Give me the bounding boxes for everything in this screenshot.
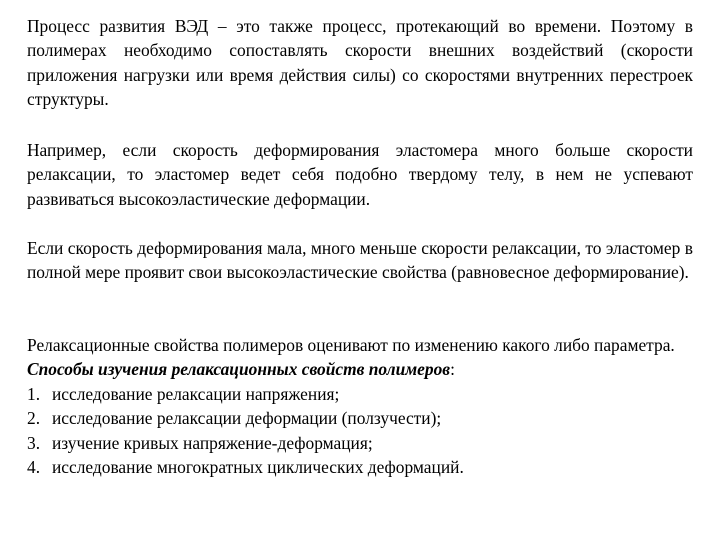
methods-heading-line: [27, 357, 693, 381]
list-item-number: 1.: [27, 383, 41, 404]
paragraph-relaxation-properties: Релаксационные свойства полимеров оценивают по изменению какого либо параметра.: [27, 335, 675, 355]
list-item-text: исследование релаксации напряжения;: [52, 383, 340, 404]
list-item-text: исследование релаксации деформации (ползучести);: [52, 408, 442, 429]
list-item-number: 2.: [27, 408, 41, 429]
list-item-text: изучение кривых напряжение-деформация;: [52, 432, 373, 453]
list-item-text: исследование многократных циклических деформаций.: [52, 457, 464, 478]
methods-heading-colon: :: [450, 359, 455, 380]
list-item-number: 4.: [27, 457, 41, 478]
methods-list: [27, 382, 693, 480]
paragraph-process-time: Процесс развития ВЭД – это также процесс, протекающий во времени. Поэтому в полимерах необходимо сопоставлять скорости внешних воздействий (скорости приложения нагрузки или время действия силы) со скоростями внутренних перестроек структуры.: [27, 16, 693, 110]
list-item-number: 3.: [27, 432, 41, 453]
methods-section: [27, 333, 693, 479]
list-item: [27, 382, 693, 406]
list-item: [27, 455, 693, 479]
list-item: [27, 406, 693, 430]
methods-heading: Способы изучения релаксационных свойств полимеров: [27, 359, 451, 380]
paragraph-slow-deformation: Если скорость деформирования мала, много меньше скорости релаксации, то эластомер в полной мере проявит свои высокоэластические свойства (равновесное деформирование).: [27, 238, 693, 283]
paragraph-fast-deformation: Например, если скорость деформирования эластомера много больше скорости релаксации, то эластомер ведет себя подобно твердому телу, в нем не успевают развиваться высокоэластические деформации.: [27, 140, 693, 209]
list-item: [27, 431, 693, 455]
